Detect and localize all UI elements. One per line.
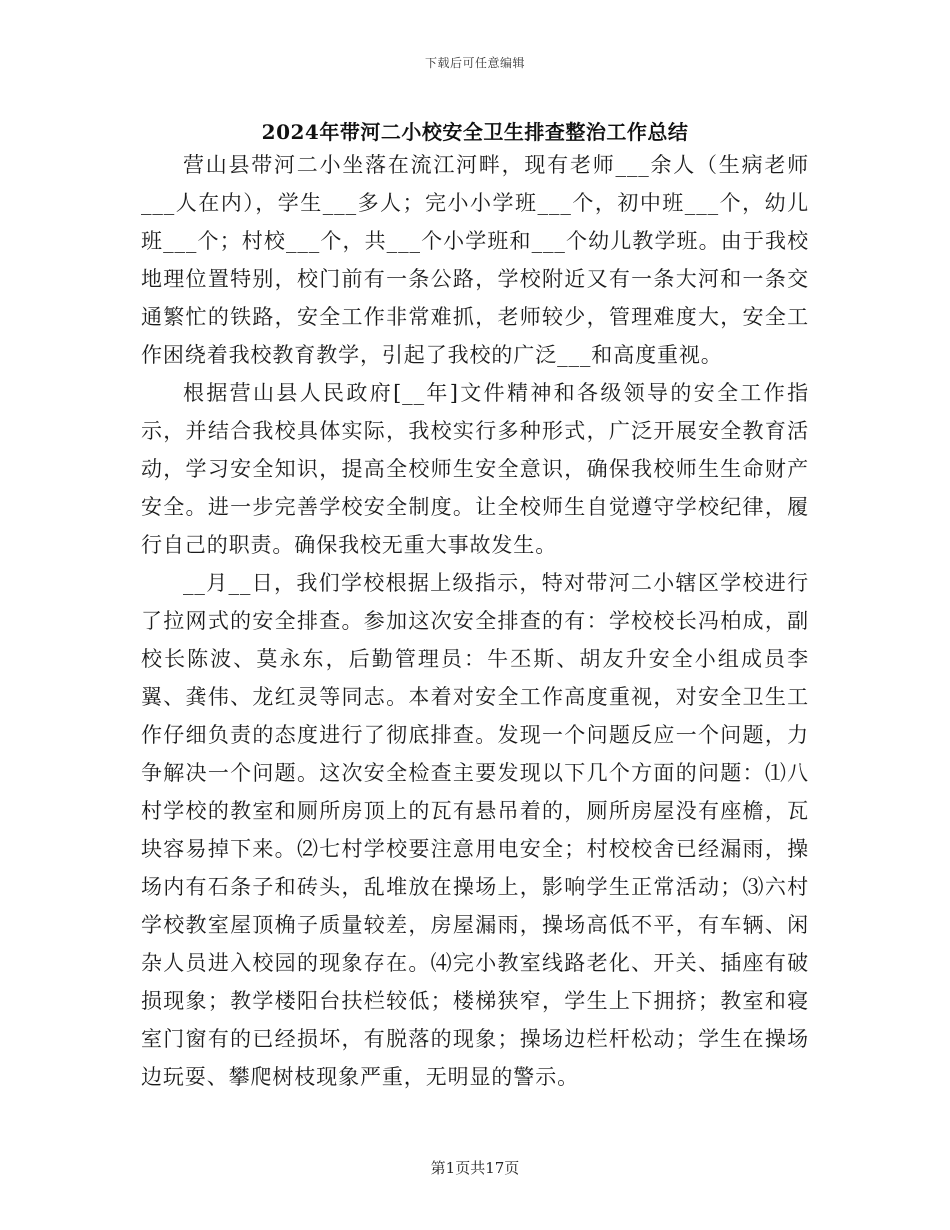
- document-title: 2024年带河二小校安全卫生排查整治工作总结: [261, 120, 689, 144]
- header-note: 下载后可任意编辑: [424, 56, 525, 70]
- paragraph-inspection: __月__日，我们学校根据上级指示，特对带河二小辖区学校进行了拉网式的安全排查。参加这次安全排查的有：学校校长冯柏成，副校长陈波、莫永东，后勤管理员：牛丕斯、胡友升安全小组成员李翼、龚伟、龙红灵等同志。本着对安全工作高度重视，对安全卫生工作仔细负责的态度进行了彻底排查。发现一个问题反应一个问题，力争解决一个问题。这次安全检查主要发现以下几个方面的问题：⑴八村学校的教室和厕所房顶上的瓦有悬吊着的，厕所房屋没有座檐，瓦块容易掉下来。⑵七村学校要注意用电安全；村校校舍已经漏雨，操场内有石条子和砖头，乱堆放在操场上，影响学生正常活动；⑶六村学校教室屋顶桷子质量较差，房屋漏雨，操场高低不平，有车辆、闲杂人员进入校园的现象存在。⑷完小教室线路老化、开关、插座有破损现象；教学楼阳台扶栏较低；楼梯狭窄，学生上下拥挤；教室和寝室门窗有的已经损坏，有脱落的现象；操场边栏杆松动；学生在操场边玩耍、攀爬树枝现象严重，无明显的警示。: [141, 571, 809, 1089]
- page-footer: 第1页共17页: [430, 1159, 520, 1177]
- paragraph-intro: 营山县带河二小坐落在流江河畔，现有老师___余人（生病老师___人在内），学生___多人；完小小学班___个，初中班___个，幼儿班___个；村校___个，共___个小学班和___个幼儿教学班。由于我校地理位置特别，校门前有一条公路，学校附近又有一条大河和一条交通繁忙的铁路，安全工作非常难抓，老师较少，管理难度大，安全工作困绕着我校教育教学，引起了我校的广泛___和高度重视。: [141, 153, 809, 367]
- paragraph-policy: 根据营山县人民政府[__年]文件精神和各级领导的安全工作指示，并结合我校具体实际，我校实行多种形式，广泛开展安全教育活动，学习安全知识，提高全校师生安全意识，确保我校师生生命财产安全。进一步完善学校安全制度。让全校师生自觉遵守学校纪律，履行自己的职责。确保我校无重大事故发生。: [141, 381, 809, 557]
- document-body: [141, 146, 809, 1096]
